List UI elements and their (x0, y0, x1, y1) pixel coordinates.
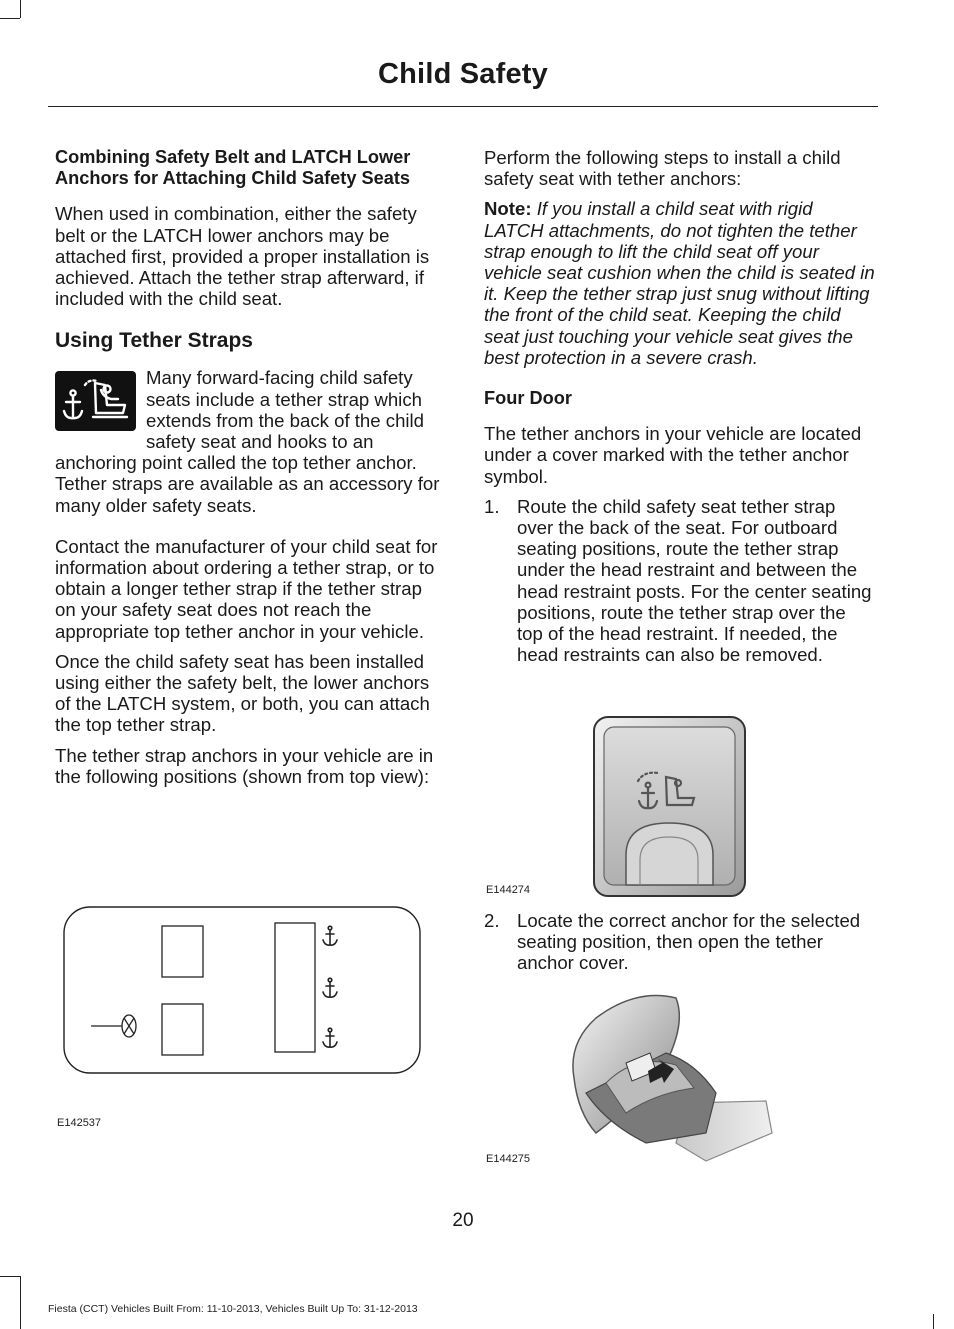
step-number: 1. (484, 495, 500, 517)
note-text: If you install a child seat with rigid LATCH attachments, do not tighten the tether strap enough to lift the child seat off your vehicle seat cushion when the child is seated in it. Keep the tether strap just snug without lifting the front of the child seat. Keeping the child seat just touching your vehicle seat gives the best protection in a severe crash. (484, 198, 875, 368)
figure-2-code: E144275 (486, 1153, 531, 1165)
tether-anchor-diagram (63, 906, 421, 1074)
four-door-heading: Four Door (484, 388, 572, 409)
crop-mark (933, 1314, 934, 1329)
list-item (484, 910, 876, 974)
left-column (55, 147, 445, 787)
steps-list-1 (484, 496, 876, 666)
combining-body: When used in combination, either the safety belt or the LATCH lower anchors may be attached first, provided a proper installation is achieved. Attach the tether strap afterward, if included with the child seat. (55, 203, 430, 310)
figure-1-code: E144274 (486, 884, 531, 896)
list-item (484, 496, 876, 666)
step-text: Locate the correct anchor for the selected seating position, then open the tether anchor cover. (517, 910, 861, 974)
combining-heading: Combining Safety Belt and LATCH Lower Anchors for Attaching Child Safety Seats (55, 147, 411, 189)
install-intro: Perform the following steps to install a child safety seat with tether anchors: (484, 147, 841, 190)
step-number: 2. (484, 910, 500, 931)
note (484, 198, 876, 368)
crop-mark (20, 0, 21, 18)
title-rule (48, 106, 878, 107)
page-number: 20 (452, 1210, 474, 1231)
page-title: Child Safety (378, 58, 548, 90)
tether-paragraph-3: Once the child safety seat has been installed using either the safety belt, the lower anchors of the LATCH system, or both, you can attach the top tether strap. (55, 650, 430, 736)
anchor-cover-figure (592, 715, 747, 898)
diagram-code: E142537 (57, 1117, 102, 1129)
open-anchor-cover-figure (566, 983, 776, 1168)
crop-mark (20, 1276, 21, 1329)
tether-paragraph-4: The tether strap anchors in your vehicle are in the following positions (shown from top view): (55, 744, 434, 787)
step-text: Route the child safety seat tether strap over the back of the seat. For outboard seating positions, route the tether strap under the head restraint and between the head restraint posts. For the center seating positions, route the tether strap over the top of the head restraint. If needed, the head restraints can also be removed. (517, 495, 872, 666)
child-seat-tether-icon (55, 371, 136, 431)
four-door-body: The tether anchors in your vehicle are located under a cover marked with the tether anchor symbol. (484, 423, 862, 487)
crop-mark (0, 18, 20, 19)
tether-paragraph-2: Contact the manufacturer of your child seat for information about ordering a tether strap, or to obtain a longer tether strap if the tether strap on your safety seat does not reach the appropriate top tether anchor in your vehicle. (55, 535, 438, 642)
tether-paragraph-1: Many forward-facing child safety seats include a tether strap which extends from the back of the child safety seat and hooks to an anchoring point called the top tether anchor. Tether straps are available as an accessory for many older safety seats. (55, 367, 440, 516)
footer-text: Fiesta (CCT) Vehicles Built From: 11-10-2013, Vehicles Built Up To: 31-12-2013 (48, 1303, 418, 1315)
crop-mark (0, 1276, 20, 1277)
tether-heading: Using Tether Straps (55, 329, 253, 353)
right-column (484, 147, 876, 665)
note-label: Note: (484, 198, 532, 220)
steps-list-2 (484, 910, 876, 974)
